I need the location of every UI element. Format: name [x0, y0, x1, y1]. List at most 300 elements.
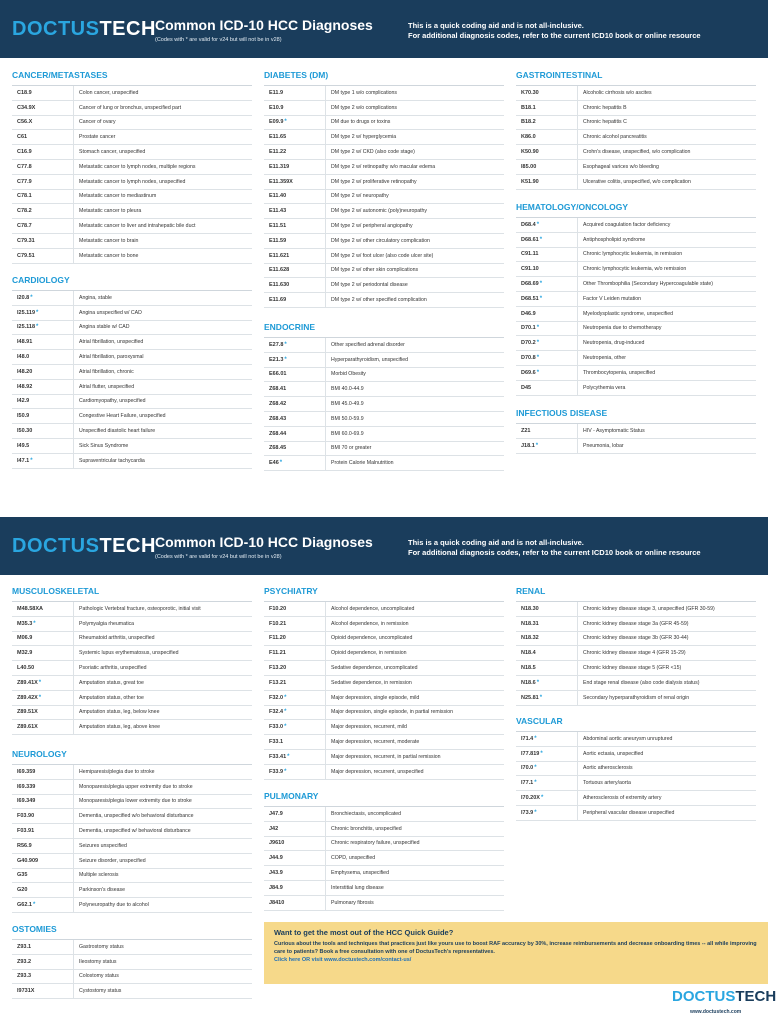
v24-only-marker: *: [534, 809, 537, 816]
table-row: [516, 602, 756, 617]
table-row: [264, 750, 504, 765]
icd-code: G20: [12, 883, 74, 897]
icd-code: E11.65: [264, 130, 326, 144]
icd-code: I69.359: [12, 765, 74, 779]
diagnosis-description: Multiple sclerosis: [79, 872, 119, 879]
diagnosis-description: DM type 2 w/ other specified complication: [331, 297, 427, 304]
table-row: [264, 130, 504, 145]
icd-code: I48.92: [12, 380, 74, 394]
table-row: [264, 851, 504, 866]
icd-code: E11.22: [264, 145, 326, 159]
icd-code: F13.21: [264, 676, 326, 690]
diagnosis-description: Sedative dependence, uncomplicated: [331, 665, 418, 672]
icd-code: Z68.45: [264, 442, 326, 456]
icd-code: M35.3 *: [12, 617, 74, 631]
icd-code: Z89.41X *: [12, 676, 74, 690]
table-row: [12, 984, 252, 999]
icd-code: D70.1 *: [516, 322, 578, 336]
section-title: VASCULAR: [516, 716, 563, 726]
table-row: [264, 866, 504, 881]
section-cardiology: [12, 275, 252, 469]
diagnosis-description: Prostate cancer: [79, 134, 116, 141]
icd-code: I69.339: [12, 780, 74, 794]
diagnosis-description: Atherosclerosis of extremity artery: [583, 795, 662, 802]
icd-code: I48.91: [12, 335, 74, 349]
icd-code: I48.0: [12, 350, 74, 364]
diagnosis-description: Amputation status, other toe: [79, 694, 144, 701]
icd-code: I77.1 *: [516, 776, 578, 790]
diagnosis-description: Secondary hyperparathyroidism of renal origin: [583, 694, 690, 701]
table-row: [516, 248, 756, 263]
section-endocrine: [264, 322, 504, 471]
diagnosis-description: Amputation status, great toe: [79, 679, 144, 686]
diagnosis-description: DM type 2 w/ neuropathy: [331, 193, 389, 200]
v24-only-marker: *: [539, 295, 543, 302]
table-row: [264, 735, 504, 750]
table-row: [12, 898, 252, 913]
icd-code: C16.9: [12, 145, 74, 159]
v24-only-marker: *: [536, 221, 540, 228]
table-row: [516, 747, 756, 762]
icd-code: F10.20: [264, 602, 326, 616]
diagnosis-description: Psoriatic arthritis, unspecified: [79, 665, 147, 672]
icd-code: D68.69 *: [516, 277, 578, 291]
icd-code: J44.9: [264, 851, 326, 865]
diagnosis-description: Ulcerative colitis, unspecified, w/o complication: [583, 178, 691, 185]
icd-code: E11.319: [264, 160, 326, 174]
table-row: [12, 365, 252, 380]
diagnosis-description: Stomach cancer, unspecified: [79, 149, 146, 156]
diagnosis-description: Crohn's disease, unspecified, w/o complication: [583, 149, 691, 156]
diagnosis-description: BMI 45.0-49.9: [331, 401, 364, 408]
header-note: This is a quick coding aid and is not all-inclusive. For additional diagnosis codes, refer to the current ICD10 book or online resource: [408, 538, 701, 557]
section-infectious-disease: [516, 408, 756, 454]
icd-code: N18.4: [516, 646, 578, 660]
icd-code: C78.1: [12, 190, 74, 204]
icd-code: Z89.61X: [12, 720, 74, 734]
icd-code: F03.91: [12, 824, 74, 838]
v24-only-marker: *: [284, 356, 287, 363]
icd-code: D70.2 *: [516, 336, 578, 350]
page-subtitle: (Codes with * are valid for v24 but will not be in v28): [155, 554, 282, 560]
icd-code: F33.1: [264, 735, 326, 749]
table-row: [12, 291, 252, 306]
table-row: [516, 101, 756, 116]
section-hematology-oncology: [516, 202, 756, 396]
table-row: [516, 277, 756, 292]
v24-only-marker: *: [279, 460, 283, 467]
table-row: [12, 321, 252, 336]
icd-code: E11.69: [264, 293, 326, 307]
section-psychiatry: [264, 586, 504, 780]
diagnosis-description: Gastrostomy status: [79, 943, 124, 950]
diagnosis-description: Chronic alcohol pancreatitis: [583, 134, 647, 141]
icd-code: D70.8 *: [516, 351, 578, 365]
table-row: [12, 646, 252, 661]
footer-url[interactable]: www.doctustech.com: [690, 1009, 742, 1015]
diagnosis-description: Metastatic cancer to lymph nodes, unspecified: [79, 178, 186, 185]
v24-only-marker: *: [284, 724, 287, 731]
icd-code: J42: [264, 822, 326, 836]
section-title: ENDOCRINE: [264, 322, 316, 332]
section-title: MUSCULOSKELETAL: [12, 586, 100, 596]
diagnosis-description: Angina unspecified w/ CAD: [79, 309, 142, 316]
icd-code: N18.5: [516, 661, 578, 675]
diagnosis-description: Myelodysplastic syndrome, unspecified: [583, 310, 673, 317]
table-row: [516, 145, 756, 160]
v24-only-marker: *: [284, 341, 287, 348]
diagnosis-description: Cystostomy status: [79, 988, 122, 995]
doctustech-logo[interactable]: DOCTUSTECH: [12, 18, 156, 40]
table-row: [12, 306, 252, 321]
table-row: [12, 795, 252, 810]
icd-code: F03.90: [12, 809, 74, 823]
diagnosis-description: DM type 2 w/ peripheral angiopathy: [331, 223, 413, 230]
table-row: [264, 602, 504, 617]
table-row: [264, 427, 504, 442]
icd-code: N18.31: [516, 617, 578, 631]
diagnosis-description: COPD, unspecified: [331, 855, 376, 862]
icd-code: I70.0 *: [516, 762, 578, 776]
table-row: [264, 264, 504, 279]
icd-code: C61: [12, 130, 74, 144]
icd-code: E11.43: [264, 204, 326, 218]
diagnosis-description: Pneumonia, lobar: [583, 442, 624, 449]
diagnosis-description: Systemic lupus erythematosus, unspecified: [79, 650, 179, 657]
icd-code: N18.6 *: [516, 676, 578, 690]
diagnosis-description: End stage renal disease (also code dialysis status): [583, 679, 700, 686]
diagnosis-description: Alcoholic cirrhosis w/o ascites: [583, 89, 652, 96]
icd-code: G40.909: [12, 854, 74, 868]
icd-code: F32.4 *: [264, 706, 326, 720]
diagnosis-description: Chronic lymphocytic leukemia, w/o remission: [583, 266, 687, 273]
callout-title: Want to get the most out of the HCC Quick Guide?: [274, 928, 454, 937]
diagnosis-description: Metastatic cancer to brain: [79, 237, 139, 244]
doctustech-logo[interactable]: DOCTUSTECH: [12, 535, 156, 557]
table-row: [264, 160, 504, 175]
diagnosis-description: Hemiparesis/plegia due to stroke: [79, 768, 155, 775]
table-row: [516, 676, 756, 691]
v24-only-marker: *: [536, 369, 540, 376]
table-row: [264, 145, 504, 160]
icd-code: C77.9: [12, 175, 74, 189]
v24-only-marker: *: [38, 679, 42, 686]
diagnosis-description: DM type 2 w/ CKD (also code stage): [331, 149, 415, 156]
table-row: [516, 175, 756, 190]
table-row: [516, 732, 756, 747]
diagnosis-description: DM type 2 w/ hyperglycemia: [331, 134, 397, 141]
v24-only-marker: *: [539, 236, 543, 243]
icd-code: J84.9: [264, 881, 326, 895]
icd-code: D46.9: [516, 307, 578, 321]
contact-link[interactable]: Click here OR visit www.doctustech.com/contact-us/: [274, 957, 412, 963]
table-row: [12, 765, 252, 780]
table-row: [516, 160, 756, 175]
v24-only-marker: *: [32, 902, 36, 909]
icd-code: C79.31: [12, 234, 74, 248]
table-row: [12, 854, 252, 869]
table-row: [12, 720, 252, 735]
icd-code: N18.32: [516, 632, 578, 646]
diagnosis-description: Congestive Heart Failure, unspecified: [79, 413, 166, 420]
icd-code: D45: [516, 381, 578, 395]
icd-code: J47.9: [264, 807, 326, 821]
diagnosis-description: Acquired coagulation factor deficiency: [583, 221, 671, 228]
diagnosis-description: DM type 2 w/ periodontal disease: [331, 282, 408, 289]
v24-only-marker: *: [540, 750, 543, 757]
icd-code: J9610: [264, 837, 326, 851]
section-vascular: [516, 716, 756, 821]
icd-code: I77.819 *: [516, 747, 578, 761]
table-row: [12, 204, 252, 219]
table-row: [264, 190, 504, 205]
table-row: [516, 130, 756, 145]
table-row: [12, 350, 252, 365]
diagnosis-description: Major depression, recurrent, unspecified: [331, 768, 424, 775]
table-row: [516, 262, 756, 277]
diagnosis-description: Dementia, unspecified w/ behavioral disturbance: [79, 828, 191, 835]
icd-code: Z68.42: [264, 397, 326, 411]
table-row: [264, 353, 504, 368]
diagnosis-description: Abdominal aortic aneurysm unruptured: [583, 735, 673, 742]
diagnosis-description: DM due to drugs or toxins: [331, 119, 391, 126]
icd-code: I50.9: [12, 409, 74, 423]
icd-code: D68.61 *: [516, 233, 578, 247]
table-row: [12, 809, 252, 824]
icd-code: F33.0 *: [264, 720, 326, 734]
icd-code: I71.4 *: [516, 732, 578, 746]
diagnosis-description: Metastatic cancer to bone: [79, 252, 139, 259]
icd-code: Z89.51X: [12, 706, 74, 720]
footer-logo[interactable]: DOCTUSTECH: [672, 988, 776, 1005]
icd-code: I25.119 *: [12, 306, 74, 320]
icd-code: I20.8 *: [12, 291, 74, 305]
table-row: [264, 646, 504, 661]
icd-code: F13.20: [264, 661, 326, 675]
diagnosis-description: Neutropenia, drug-induced: [583, 340, 645, 347]
icd-code: C91.10: [516, 262, 578, 276]
table-row: [264, 116, 504, 131]
diagnosis-description: Morbid Obesity: [331, 371, 366, 378]
icd-code: F11.20: [264, 632, 326, 646]
v24-only-marker: *: [536, 340, 540, 347]
icd-code: R56.9: [12, 839, 74, 853]
table-row: [516, 86, 756, 101]
diagnosis-description: Metastatic cancer to liver and intrahepatic bile duct: [79, 223, 196, 230]
table-row: [264, 632, 504, 647]
v24-only-marker: *: [540, 795, 544, 802]
section-title: RENAL: [516, 586, 546, 596]
v24-only-marker: *: [33, 620, 36, 627]
section-title: GASTROINTESTINAL: [516, 70, 603, 80]
table-row: [264, 234, 504, 249]
section-ostomies: [12, 924, 252, 999]
diagnosis-description: Dementia, unspecified w/o behavioral disturbance: [79, 813, 194, 820]
icd-code: C91.11: [516, 248, 578, 262]
v24-only-marker: *: [30, 457, 33, 464]
icd-code: D68.51 *: [516, 292, 578, 306]
table-row: [516, 439, 756, 454]
diagnosis-description: Tortuous artery/aorta: [583, 780, 631, 787]
diagnosis-description: Chronic hepatitis C: [583, 119, 627, 126]
table-row: [12, 617, 252, 632]
section-renal: [516, 586, 756, 706]
diagnosis-description: BMI 40.0-44.9: [331, 386, 364, 393]
v24-only-marker: *: [536, 679, 540, 686]
diagnosis-description: DM type 2 w/ retinopathy w/o macular edema: [331, 163, 436, 170]
icd-code: Z93.2: [12, 955, 74, 969]
diagnosis-description: BMI 60.0-69.9: [331, 430, 364, 437]
table-row: [12, 335, 252, 350]
section-title: INFECTIOUS DISEASE: [516, 408, 608, 418]
table-row: [264, 706, 504, 721]
diagnosis-description: Chronic kidney disease stage 3a (GFR 45-59): [583, 620, 689, 627]
icd-code: C18.9: [12, 86, 74, 100]
icd-code: E11.9: [264, 86, 326, 100]
icd-code: I49.5: [12, 439, 74, 453]
v24-only-marker: *: [36, 324, 39, 331]
section-title: HEMATOLOGY/ONCOLOGY: [516, 202, 629, 212]
section-neurology: [12, 749, 252, 913]
table-row: [12, 439, 252, 454]
icd-code: Z68.41: [264, 382, 326, 396]
v24-only-marker: *: [534, 780, 537, 787]
table-row: [12, 706, 252, 721]
icd-code: I9731X: [12, 984, 74, 998]
diagnosis-description: Chronic bronchitis, unspecified: [331, 825, 402, 832]
icd-code: K51.90: [516, 175, 578, 189]
icd-code: K50.90: [516, 145, 578, 159]
icd-code: C77.8: [12, 160, 74, 174]
v24-only-marker: *: [284, 709, 287, 716]
diagnosis-description: Major depression, single episode, in partial remission: [331, 709, 453, 716]
icd-code: E66.01: [264, 368, 326, 382]
icd-code: J43.9: [264, 866, 326, 880]
table-row: [12, 86, 252, 101]
icd-code: J18.1 *: [516, 439, 578, 453]
table-row: [12, 676, 252, 691]
table-row: [264, 293, 504, 308]
v24-only-marker: *: [536, 355, 540, 362]
table-row: [12, 249, 252, 264]
v24-only-marker: *: [287, 753, 290, 760]
icd-code: D68.4 *: [516, 218, 578, 232]
table-row: [516, 806, 756, 821]
table-row: [12, 380, 252, 395]
diagnosis-description: Unspecified diastolic heart failure: [79, 428, 156, 435]
diagnosis-description: Chronic respiratory failure, unspecified: [331, 840, 420, 847]
table-row: [264, 397, 504, 412]
table-row: [12, 130, 252, 145]
page-title: Common ICD-10 HCC Diagnoses: [155, 17, 373, 33]
icd-code: I25.118 *: [12, 321, 74, 335]
table-row: [264, 278, 504, 293]
diagnosis-description: Angina, stable: [79, 294, 112, 301]
section-title: CANCER/METASTASES: [12, 70, 108, 80]
table-row: [516, 233, 756, 248]
table-row: [12, 424, 252, 439]
diagnosis-description: BMI 50.0-59.9: [331, 415, 364, 422]
diagnosis-description: Major depression, single episode, mild: [331, 694, 420, 701]
table-row: [12, 145, 252, 160]
section-title: PULMONARY: [264, 791, 319, 801]
icd-code: C34.9X: [12, 101, 74, 115]
diagnosis-description: Polyneuropathy due to alcohol: [79, 902, 149, 909]
table-row: [12, 883, 252, 898]
diagnosis-description: DM type 2 w/ foot ulcer (also code ulcer site): [331, 252, 434, 259]
section-title: PSYCHIATRY: [264, 586, 318, 596]
icd-code: C78.2: [12, 204, 74, 218]
callout-body: Curious about the tools and techniques that practices just like yours use to boost RAF accuracy by 30%, increase reimbursements and decrease onboarding times -- all while improving care to patients? Book a free consultation with one of DoctusTech's representatives.: [274, 941, 757, 955]
table-row: [12, 454, 252, 469]
icd-code: I69.349: [12, 795, 74, 809]
table-row: [264, 86, 504, 101]
v24-only-marker: *: [535, 442, 539, 449]
icd-code: M48.58XA: [12, 602, 74, 616]
table-row: [264, 338, 504, 353]
v24-only-marker: *: [36, 309, 39, 316]
table-row: [264, 175, 504, 190]
diagnosis-description: Rheumatoid arthritis, unspecified: [79, 635, 155, 642]
table-row: [516, 322, 756, 337]
table-row: [12, 780, 252, 795]
section-title: OSTOMIES: [12, 924, 57, 934]
icd-code: I73.9 *: [516, 806, 578, 820]
table-row: [12, 940, 252, 955]
table-row: [12, 190, 252, 205]
table-row: [264, 822, 504, 837]
v24-only-marker: *: [534, 735, 537, 742]
diagnosis-description: Opioid dependence, uncomplicated: [331, 635, 413, 642]
diagnosis-description: DM type 1 w/o complications: [331, 89, 398, 96]
consultation-callout: [264, 922, 768, 984]
diagnosis-description: Metastatic cancer to lymph nodes, multiple regions: [79, 163, 196, 170]
icd-code: D69.6 *: [516, 366, 578, 380]
table-row: [264, 442, 504, 457]
diagnosis-description: Peripheral vascular disease unspecified: [583, 809, 675, 816]
icd-code: E11.40: [264, 190, 326, 204]
icd-code: Z93.3: [12, 970, 74, 984]
icd-code: F11.21: [264, 646, 326, 660]
diagnosis-description: Atrial flutter, unspecified: [79, 383, 135, 390]
table-row: [264, 896, 504, 911]
diagnosis-description: Amputation status, leg, below knee: [79, 709, 160, 716]
v24-only-marker: *: [30, 294, 33, 301]
table-row: [264, 720, 504, 735]
table-row: [516, 336, 756, 351]
table-row: [12, 219, 252, 234]
diagnosis-description: Aortic atherosclerosis: [583, 765, 633, 772]
table-row: [516, 292, 756, 307]
icd-code: G35: [12, 869, 74, 883]
icd-code: F33.41 *: [264, 750, 326, 764]
diagnosis-description: Antiphospholipid syndrome: [583, 236, 646, 243]
table-row: [264, 204, 504, 219]
diagnosis-description: Atrial fibrillation, unspecified: [79, 339, 144, 346]
diagnosis-description: Opioid dependence, in remission: [331, 650, 407, 657]
header-band-bottom: [0, 517, 768, 575]
icd-code: E46 *: [264, 456, 326, 470]
diagnosis-description: Chronic kidney disease stage 4 (GFR 15-29): [583, 650, 686, 657]
diagnosis-description: Chronic kidney disease stage 5 (GFR <15): [583, 665, 682, 672]
diagnosis-description: Atrial fibrillation, paroxysmal: [79, 354, 144, 361]
icd-code: E11.359X: [264, 175, 326, 189]
icd-code: Z89.42X *: [12, 691, 74, 705]
icd-code: K86.0: [516, 130, 578, 144]
table-row: [264, 368, 504, 383]
diagnosis-description: Supraventricular tachycardia: [79, 457, 145, 464]
table-row: [264, 807, 504, 822]
